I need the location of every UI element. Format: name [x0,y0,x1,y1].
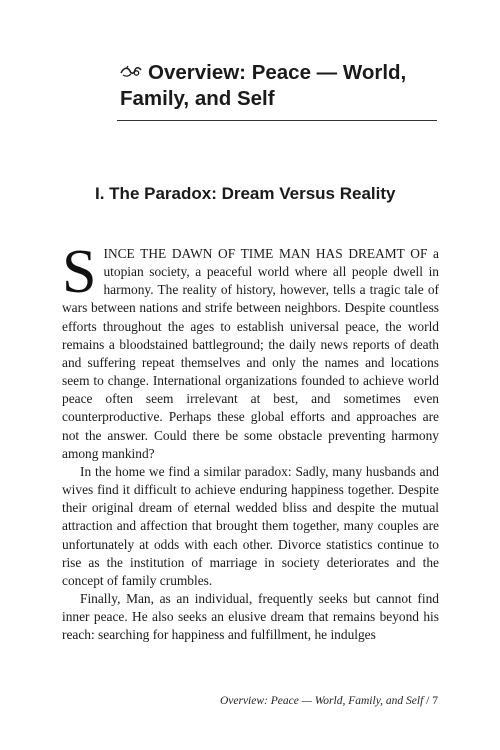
running-footer [220,695,438,707]
footer-separator: / [423,695,433,707]
lead-caps: INCE THE DAWN OF TIME MAN HAS DREAMT OF [103,246,428,261]
body-text [62,238,439,644]
title-rule [117,120,437,121]
page-number: 7 [432,695,438,707]
drop-cap: S [62,238,97,306]
scroll-flourish-icon [120,64,142,78]
paragraph-3: Finally, Man, as an individual, frequently seeks but cannot find inner peace. He also seeks an elusive dream that remains beyond his reach: searching for happiness and fulfillment, he indulges [62,590,439,643]
chapter-title-text: Overview: Peace — World, Family, and Self [120,61,407,110]
footer-title: Overview: Peace — World, Family, and Self [219,695,424,707]
section-heading: I. The Paradox: Dream Versus Reality [95,184,396,203]
paragraph-1 [62,238,439,463]
chapter-title [120,60,445,112]
paragraph-2: In the home we find a similar paradox: Sadly, many husbands and wives find it difficult to achieve enduring happiness together. Despite their original dream of eternal wedded bliss and despite the mutual attraction and affection that brought them together, many couples are unfortunately at odds with each other. Divorce statistics continue to rise as the institution of marriage in society deteriorates and the concept of family crumbles. [62,463,439,588]
paragraph-1-text: a utopian society, a peaceful world where all people dwell in harmony. The reality of history, however, tells a tragic tale of wars between nations and strife between neighbors. Despite countless efforts throughout the ages to establish universal peace, the world remains a bloodstained battleground; the daily news reports of death and suffering repeat themselves and only the names and locations seem to change. International organizations founded to achieve world peace often seem irrelevant at best, and sometimes even counterproductive. Perhaps these global efforts and approaches are not the answer. Could there be some obstacle preventing harmony among mankind? [62,246,439,461]
